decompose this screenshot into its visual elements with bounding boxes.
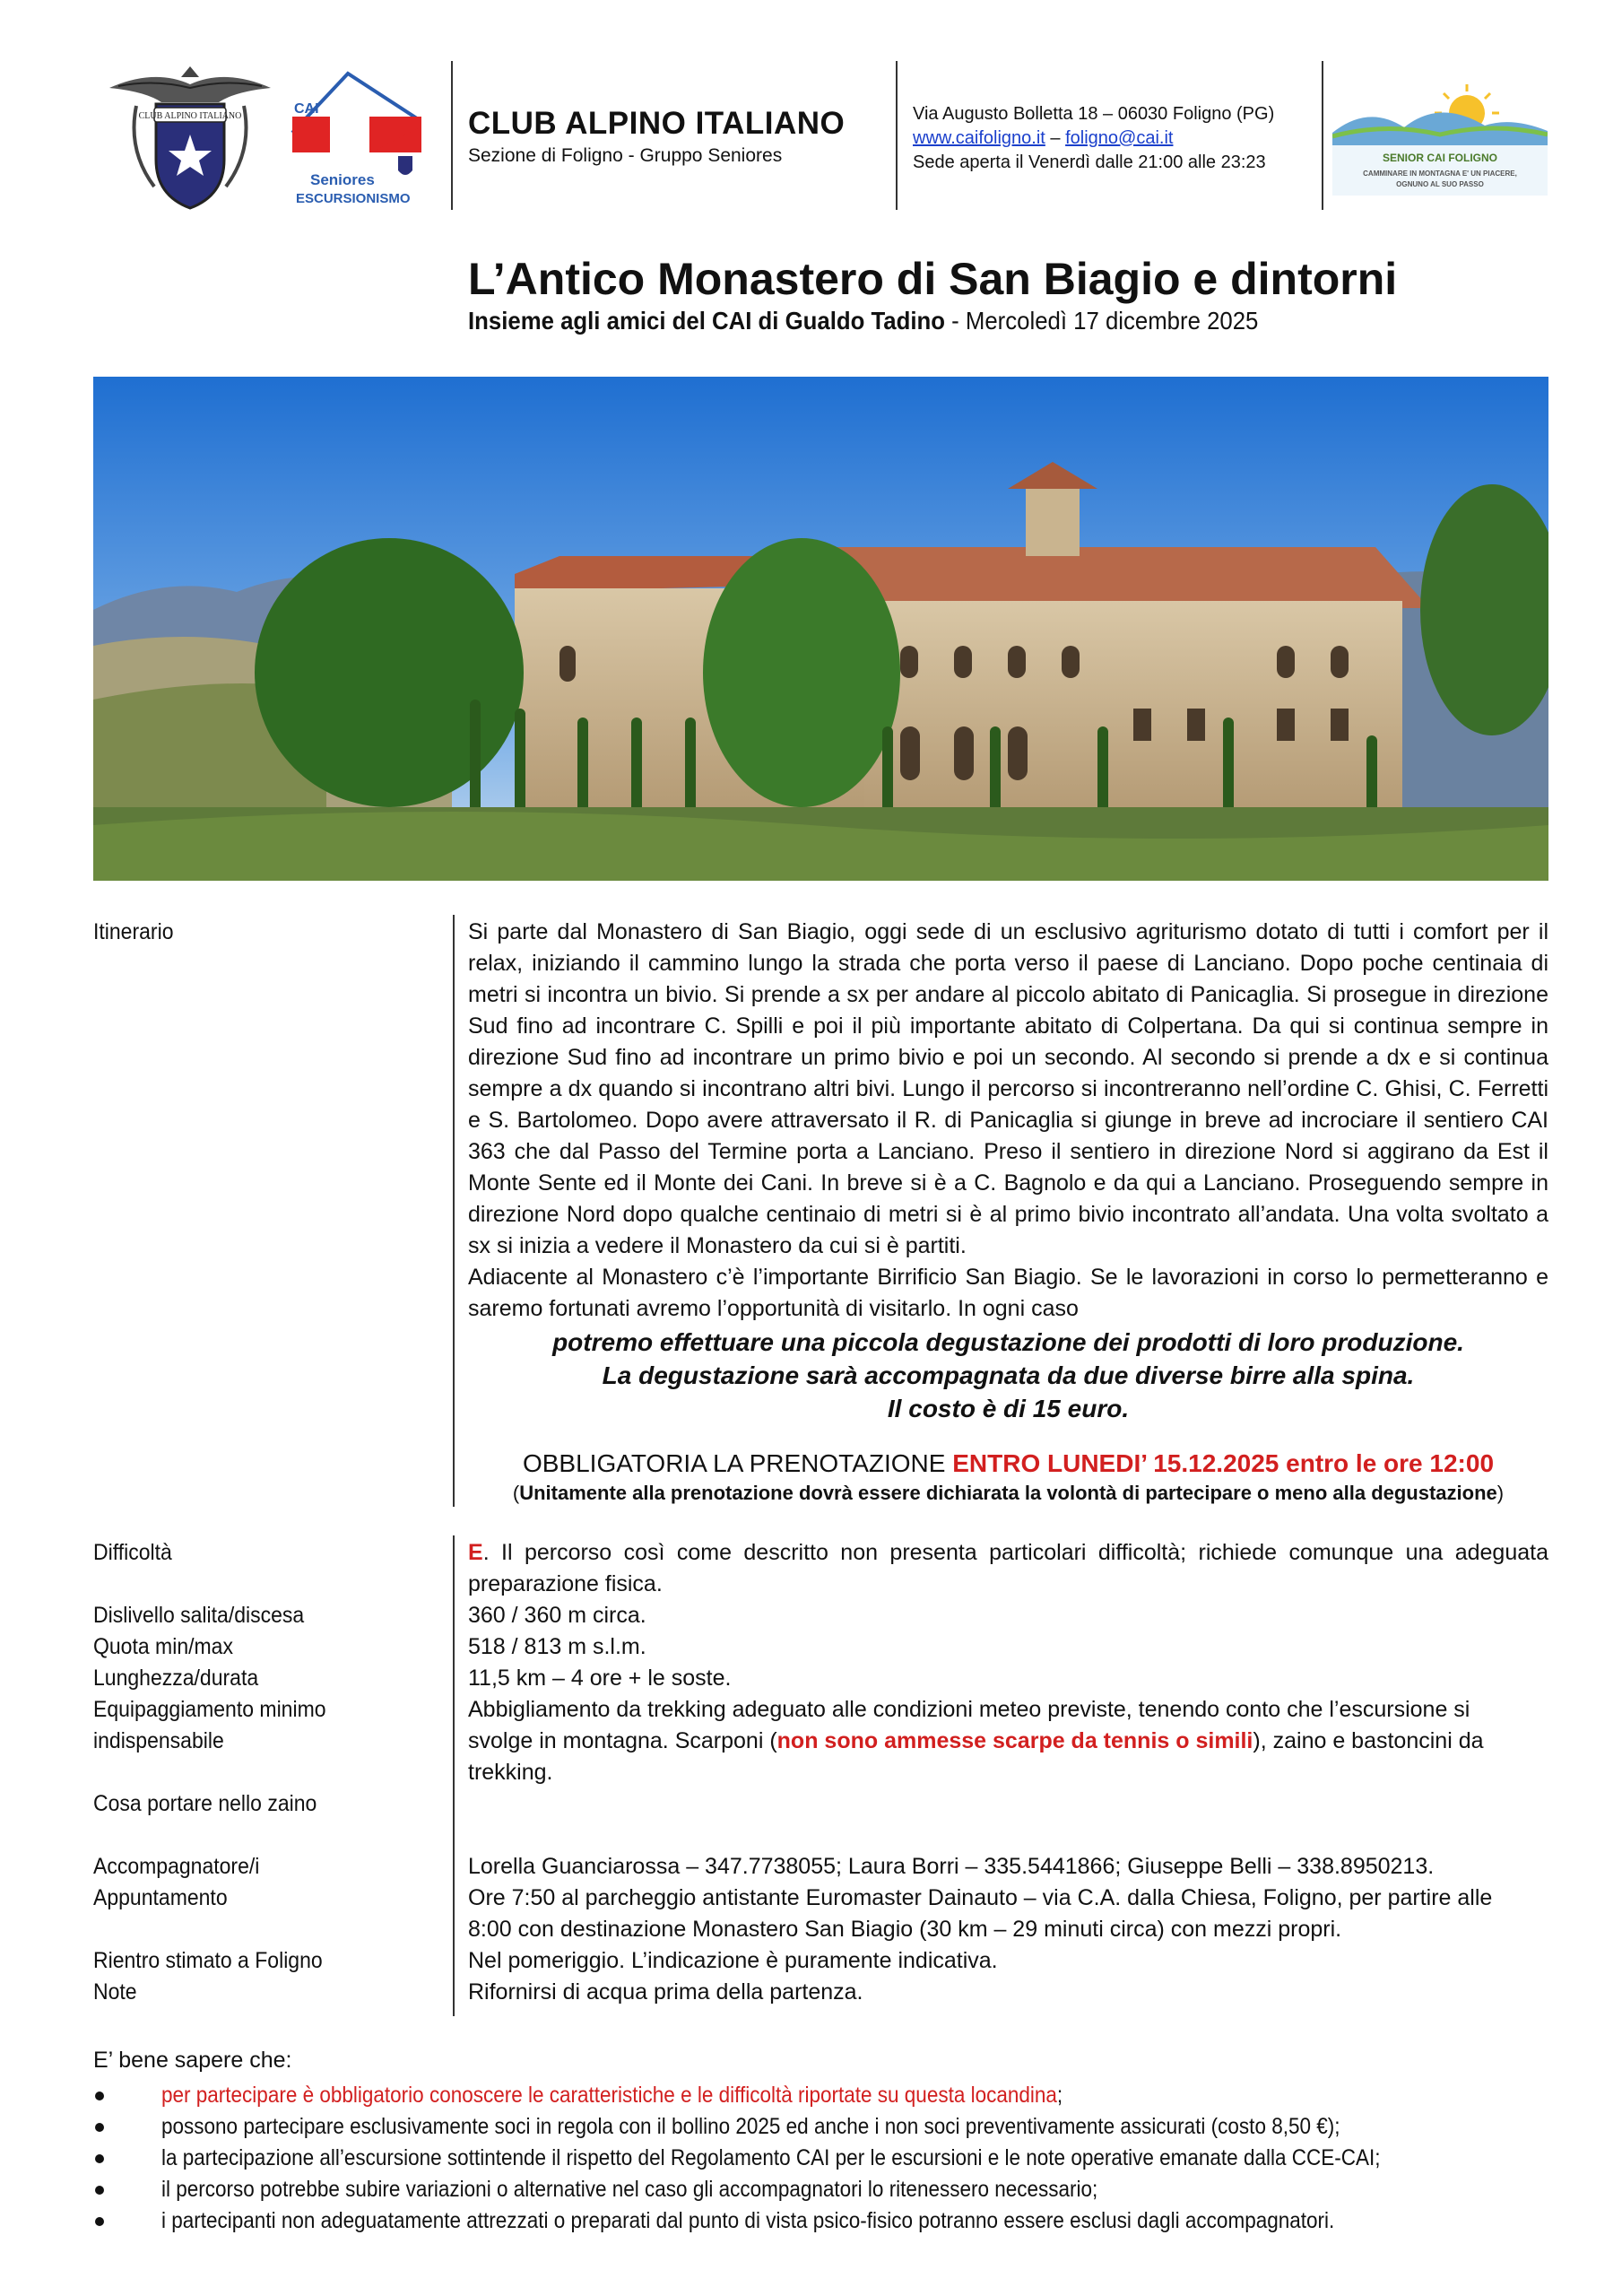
cai-eagle-logo bbox=[100, 61, 280, 212]
dislivello-value: 360 / 360 m circa. bbox=[468, 1603, 646, 1628]
event-subtitle bbox=[468, 307, 1258, 335]
monastery-photo bbox=[93, 377, 1548, 881]
notes-item-0: per partecipare è obbligatorio conoscere le caratteristiche e le difficoltà riportate su questa locandina bbox=[161, 2083, 1057, 2108]
prenotazione-note-text: Unitamente alla prenotazione dovrà essere dichiarata la volontà di partecipare o meno alla degustazione bbox=[519, 1482, 1497, 1504]
event-title: L’Antico Monastero di San Biagio e dintorni bbox=[468, 254, 1398, 304]
details-divider-bottom bbox=[453, 1535, 455, 2016]
quota-value: 518 / 813 m s.l.m. bbox=[468, 1634, 646, 1659]
svg-text:ESCURSIONISMO: ESCURSIONISMO bbox=[296, 191, 411, 206]
degustazione-line-3: Il costo è di 15 euro. bbox=[887, 1395, 1130, 1422]
notes-item-3: il percorso potrebbe subire variazioni o alternative nel caso gli accompagnatori lo ritenessero necessario; bbox=[161, 2177, 1098, 2202]
list-item bbox=[93, 2143, 1564, 2174]
prenotazione-note-open: ( bbox=[512, 1482, 520, 1504]
address: Via Augusto Bolletta 18 – 06030 Foligno (PG) bbox=[913, 104, 1275, 124]
note-value: Rifornirsi di acqua prima della partenza. bbox=[468, 1979, 863, 2005]
header-divider-2 bbox=[896, 61, 898, 210]
itinerario-text bbox=[468, 917, 1548, 1325]
label-equipaggiamento-2: indispensabile bbox=[93, 1728, 224, 1753]
equip-warning: non sono ammesse scarpe da tennis o simili bbox=[776, 1728, 1253, 1753]
svg-text:CAMMINARE IN MONTAGNA E' UN PI: CAMMINARE IN MONTAGNA E' UN PIACERE, bbox=[1363, 170, 1517, 178]
difficolta-grade: E bbox=[468, 1540, 483, 1565]
prenotazione-note-close: ) bbox=[1496, 1482, 1505, 1504]
prenotazione-deadline: ENTRO LUNEDI’ 15.12.2025 entro le ore 12:00 bbox=[952, 1449, 1495, 1477]
svg-text:CAI: CAI bbox=[294, 101, 319, 117]
label-equipaggiamento bbox=[93, 1694, 326, 1757]
notes-item-0-suffix: ; bbox=[1056, 2083, 1063, 2108]
equip-text-b: ), zaino e bastoncini da trekking. bbox=[468, 1728, 1484, 1785]
degustazione-line-1: potremo effettuare una piccola degustazione dei prodotti di loro produzione. bbox=[552, 1328, 1464, 1356]
label-difficolta: Difficoltà bbox=[93, 1540, 172, 1565]
notes-item-4: i partecipanti non adeguatamente attrezzati o preparati dal punto di vista psico-fisico potranno essere esclusi dagli accompagnatori. bbox=[161, 2208, 1335, 2233]
label-rientro: Rientro stimato a Foligno bbox=[93, 1948, 323, 1973]
label-note: Note bbox=[93, 1979, 137, 2005]
notes-section bbox=[93, 2045, 1564, 2237]
label-zaino: Cosa portare nello zaino bbox=[93, 1791, 317, 1816]
website-link[interactable]: www.caifoligno.it bbox=[913, 128, 1045, 148]
contact-block bbox=[913, 102, 1274, 175]
seniores-escursionismo-logo bbox=[285, 61, 429, 212]
prenotazione-note bbox=[468, 1480, 1548, 1507]
difficolta-value bbox=[468, 1537, 1548, 1600]
itinerario-body: Si parte dal Monastero di San Biagio, oggi sede di un esclusivo agriturismo dotato di tutti i comfort per il relax, iniziando il cammino lungo la strada che porta verso il paese di Lanciano. Dopo poche centinaia di metri si incontra un bivio. Si prende a sx per andare al piccolo abitato di Panicaglia. Si prosegue in direzione Sud fino ad incontrare C. Spilli e poi il più importante abitato di Colpertana. Da qui si continua sempre in direzione Sud fino ad incontrare un primo bivio e poi un secondo. Al secondo si prende a dx e si continua sempre a dx quando si incontrano altri bivi. Lungo il percorso si incontreranno nell’ordine C. Ghisi, C. Ferretti e S. Bartolomeo. Dopo avere attraversato il R. di Panicaglia si giunge in breve ad incrociare il sentiero CAI 363 che dal Passo del Termine porta a Lanciano. Preso il sentiero in direzione Nord si aggirano da Est il Monte Sente ed il Monte dei Cani. In breve si è a C. Bagnolo e da qui a Lanciano. Proseguendo sempre in direzione Nord dopo qualche centinaio di metri si è al primo bivio incontrato all’andata. Una volta svoltato a sx si inizia a vedere il Monastero da cui si è partiti. bbox=[468, 919, 1548, 1258]
difficolta-text: . Il percorso così come descritto non presenta particolari difficoltà; richiede comunque una adeguata preparazione fisica. bbox=[468, 1540, 1548, 1596]
header-divider-3 bbox=[1322, 61, 1323, 210]
degustazione-line-2: La degustazione sarà accompagnata da due diverse birre alla spina. bbox=[602, 1361, 1415, 1389]
rientro-value: Nel pomeriggio. L’indicazione è puramente indicativa. bbox=[468, 1948, 998, 1973]
org-name: CLUB ALPINO ITALIANO bbox=[468, 106, 846, 141]
svg-text:CLUB ALPINO ITALIANO: CLUB ALPINO ITALIANO bbox=[138, 111, 242, 121]
birrificio-body: Adiacente al Monastero c’è l’importante Birrificio San Biagio. Se le lavorazioni in corso lo permetteranno e saremo fortunati avremo l’opportunità di visitarlo. In ogni caso bbox=[468, 1265, 1548, 1321]
header-divider-1 bbox=[451, 61, 453, 210]
svg-text:Seniores: Seniores bbox=[310, 171, 375, 188]
prenotazione-label: OBBLIGATORIA LA PRENOTAZIONE bbox=[522, 1449, 953, 1477]
notes-item-1: possono partecipare esclusivamente soci in regola con il bollino 2025 ed anche i non soci preventivamente assicurati (costo 8,50 €); bbox=[161, 2114, 1340, 2139]
label-dislivello: Dislivello salita/discesa bbox=[93, 1603, 305, 1628]
label-appuntamento: Appuntamento bbox=[93, 1885, 228, 1910]
equip-text-a: Abbigliamento da trekking adeguato alle condizioni meteo previste, tenendo conto che l’escursione si svolge in montagna. Scarponi ( bbox=[468, 1697, 1470, 1753]
opening-hours: Sede aperta il Venerdì dalle 21:00 alle 23:23 bbox=[913, 152, 1266, 172]
label-lunghezza: Lunghezza/durata bbox=[93, 1665, 259, 1691]
prenotazione-line bbox=[468, 1448, 1548, 1479]
equipaggiamento-value bbox=[468, 1694, 1526, 1788]
list-item bbox=[93, 2111, 1564, 2143]
label-quota: Quota min/max bbox=[93, 1634, 233, 1659]
notes-list bbox=[93, 2080, 1564, 2237]
notes-intro: E’ bene sapere che: bbox=[93, 2048, 292, 2073]
senior-cai-foligno-logo bbox=[1332, 77, 1548, 196]
list-item bbox=[93, 2080, 1564, 2111]
label-itinerario: Itinerario bbox=[93, 919, 174, 944]
contact-sep: – bbox=[1050, 128, 1061, 148]
notes-item-2: la partecipazione all’escursione sottintende il rispetto del Regolamento CAI per le escursioni e le note operative emanate dalla CCE-CAI; bbox=[161, 2145, 1381, 2170]
email-link[interactable]: foligno@cai.it bbox=[1065, 128, 1174, 148]
lunghezza-value: 11,5 km – 4 ore + le soste. bbox=[468, 1665, 732, 1691]
contact-links bbox=[913, 126, 1274, 151]
details-divider-top bbox=[453, 915, 455, 1507]
label-equipaggiamento-1: Equipaggiamento minimo bbox=[93, 1697, 326, 1722]
list-item bbox=[93, 2174, 1564, 2205]
org-section: Sezione di Foligno - Gruppo Seniores bbox=[468, 145, 783, 166]
degustazione-block bbox=[468, 1326, 1548, 1425]
list-item bbox=[93, 2205, 1564, 2237]
appuntamento-value: Ore 7:50 al parcheggio antistante Euromaster Dainauto – via C.A. dalla Chiesa, Foligno, per partire alle 8:00 con destinazione Monastero San Biagio (30 km – 29 minuti circa) con mezzi propri. bbox=[468, 1885, 1493, 1942]
event-date: - Mercoledì 17 dicembre 2025 bbox=[945, 307, 1259, 335]
svg-text:SENIOR CAI FOLIGNO: SENIOR CAI FOLIGNO bbox=[1382, 152, 1498, 164]
event-subtitle-bold: Insieme agli amici del CAI di Gualdo Tadino bbox=[468, 307, 946, 335]
label-accompagnatori: Accompagnatore/i bbox=[93, 1854, 260, 1879]
svg-text:OGNUNO AL SUO PASSO: OGNUNO AL SUO PASSO bbox=[1396, 180, 1484, 188]
accompagnatori-value: Lorella Guanciarossa – 347.7738055; Laura Borri – 335.5441866; Giuseppe Belli – 338.8950213. bbox=[468, 1854, 1435, 1879]
